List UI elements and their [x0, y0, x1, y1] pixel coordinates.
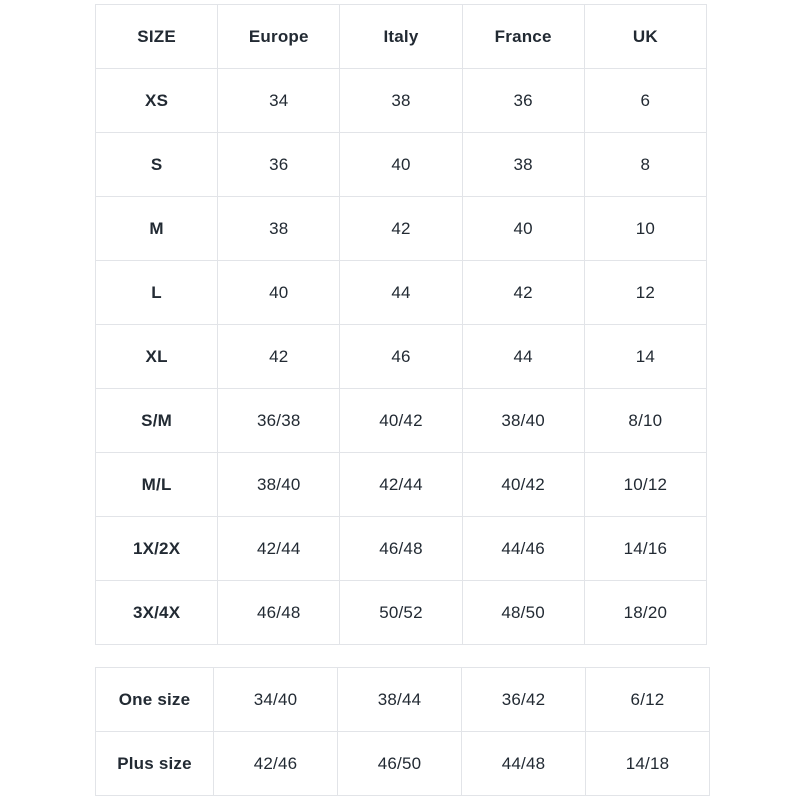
cell-uk: 10/12	[584, 453, 706, 517]
table-row	[96, 197, 707, 261]
cell-france: 48/50	[462, 581, 584, 645]
row-label: L	[96, 261, 218, 325]
cell-uk: 10	[584, 197, 706, 261]
table-header-row	[96, 5, 707, 69]
column-header-europe: Europe	[218, 5, 340, 69]
cell-italy: 40/42	[340, 389, 462, 453]
row-label: XS	[96, 69, 218, 133]
cell-france: 44/48	[462, 732, 586, 796]
cell-europe: 46/48	[218, 581, 340, 645]
cell-europe: 34/40	[214, 668, 338, 732]
cell-italy: 50/52	[340, 581, 462, 645]
table-row	[96, 453, 707, 517]
primary-size-table-wrapper	[95, 4, 707, 645]
cell-europe: 38	[218, 197, 340, 261]
cell-italy: 44	[340, 261, 462, 325]
cell-europe: 34	[218, 69, 340, 133]
cell-uk: 18/20	[584, 581, 706, 645]
row-label: S/M	[96, 389, 218, 453]
column-header-uk: UK	[584, 5, 706, 69]
cell-italy: 40	[340, 133, 462, 197]
cell-italy: 42	[340, 197, 462, 261]
cell-uk: 14	[584, 325, 706, 389]
cell-italy: 46	[340, 325, 462, 389]
cell-europe: 42	[218, 325, 340, 389]
column-header-france: France	[462, 5, 584, 69]
cell-france: 42	[462, 261, 584, 325]
table-row	[96, 732, 710, 796]
row-label: S	[96, 133, 218, 197]
cell-uk: 8	[584, 133, 706, 197]
cell-uk: 12	[584, 261, 706, 325]
table-row	[96, 517, 707, 581]
table-row	[96, 325, 707, 389]
cell-france: 44/46	[462, 517, 584, 581]
row-label: 1X/2X	[96, 517, 218, 581]
table-row	[96, 261, 707, 325]
cell-europe: 36	[218, 133, 340, 197]
cell-europe: 38/40	[218, 453, 340, 517]
cell-europe: 42/46	[214, 732, 338, 796]
cell-italy: 46/48	[340, 517, 462, 581]
row-label: 3X/4X	[96, 581, 218, 645]
cell-france: 40	[462, 197, 584, 261]
cell-italy: 38	[340, 69, 462, 133]
cell-france: 36/42	[462, 668, 586, 732]
primary-size-table	[95, 4, 707, 645]
cell-france: 36	[462, 69, 584, 133]
row-label: One size	[96, 668, 214, 732]
cell-uk: 8/10	[584, 389, 706, 453]
cell-uk: 6/12	[586, 668, 710, 732]
table-row	[96, 133, 707, 197]
cell-france: 38	[462, 133, 584, 197]
row-label: Plus size	[96, 732, 214, 796]
cell-italy: 42/44	[340, 453, 462, 517]
cell-uk: 6	[584, 69, 706, 133]
cell-uk: 14/16	[584, 517, 706, 581]
secondary-size-table-wrapper	[95, 667, 710, 796]
table-row	[96, 581, 707, 645]
secondary-size-table	[95, 667, 710, 796]
cell-france: 38/40	[462, 389, 584, 453]
cell-europe: 36/38	[218, 389, 340, 453]
column-header-size: SIZE	[96, 5, 218, 69]
cell-france: 40/42	[462, 453, 584, 517]
row-label: M	[96, 197, 218, 261]
table-row	[96, 69, 707, 133]
column-header-italy: Italy	[340, 5, 462, 69]
cell-uk: 14/18	[586, 732, 710, 796]
row-label: XL	[96, 325, 218, 389]
cell-italy: 46/50	[338, 732, 462, 796]
cell-italy: 38/44	[338, 668, 462, 732]
cell-europe: 40	[218, 261, 340, 325]
table-row	[96, 668, 710, 732]
table-row	[96, 389, 707, 453]
cell-europe: 42/44	[218, 517, 340, 581]
row-label: M/L	[96, 453, 218, 517]
cell-france: 44	[462, 325, 584, 389]
